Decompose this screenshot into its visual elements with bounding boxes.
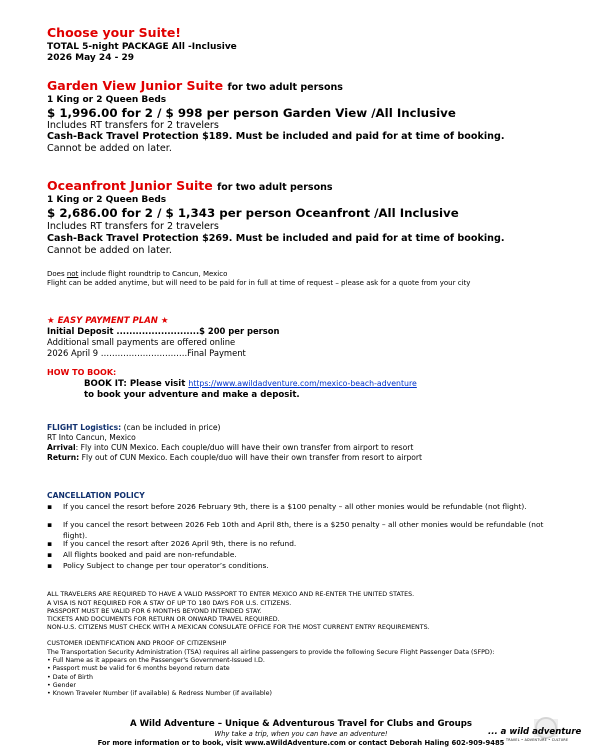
suite-occupancy: for two adult persons (227, 82, 343, 93)
flight-exclusion-note (47, 270, 227, 278)
additional-payments: Additional small payments are offered online (47, 337, 236, 347)
policy-text: If you cancel the resort between 2026 Feb 10th and April 8th, there is a $250 penalty – all other monies would be refundable (not flight). (63, 520, 544, 540)
how-to-book-heading: HOW TO BOOK: (47, 368, 117, 377)
identification-intro: The Transportation Security Administration (TSA) requires all airline passengers to provide the following Secure Flight Passenger Data (SFPD): (47, 649, 495, 656)
requirement-line: PASSPORT MUST BE VALID FOR 6 MONTHS BEYOND INTENDED STAY. (47, 608, 262, 615)
note-text: Does (47, 270, 67, 278)
suite-occupancy: for two adult persons (217, 182, 333, 193)
identification-item: • Gender (47, 682, 76, 689)
identification-item: • Passport must be valid for 6 months beyond return date (47, 665, 230, 672)
policy-item (47, 561, 567, 572)
suite-name: Oceanfront Junior Suite (47, 178, 213, 193)
footer-tagline: A Wild Adventure – Unique & Adventurous Travel for Clubs and Groups (129, 719, 473, 729)
identification-item: • Known Traveler Number (if available) & Redress Number (if available) (47, 690, 272, 697)
suite-title-oceanfront (47, 178, 333, 193)
logo-text: ... a wild adventure (488, 727, 582, 737)
suite-beds: 1 King or 2 Queen Beds (47, 95, 167, 105)
suite-title-garden-view (47, 78, 343, 93)
flight-return (47, 453, 422, 462)
suite-cashback: Cash-Back Travel Protection $189. Must be included and paid for at time of booking. (47, 131, 505, 142)
requirement-line: ALL TRAVELERS ARE REQUIRED TO HAVE A VALID PASSPORT TO ENTER MEXICO AND RE-ENTER THE UNITED STATES. (47, 591, 415, 598)
suite-price: $ 1,996.00 for 2 / $ 998 per person Garden View /All Inclusive (47, 106, 456, 120)
bullet-icon: ▪ (47, 502, 53, 511)
identification-item: • Date of Birth (47, 674, 93, 681)
book-it-label: BOOK IT: Please visit (84, 379, 189, 389)
bullet-icon: ▪ (47, 539, 53, 548)
book-it-line (84, 379, 417, 389)
package-summary: TOTAL 5-night PACKAGE All -Inclusive (47, 42, 237, 52)
requirement-line: A VISA IS NOT REQUIRED FOR A STAY OF UP TO 180 DAYS FOR U.S. CITIZENS. (47, 600, 292, 607)
flight-rt: RT Into Cancun, Mexico (47, 433, 136, 442)
suite-beds: 1 King or 2 Queen Beds (47, 195, 167, 205)
suite-note: Cannot be added on later. (47, 143, 172, 154)
suite-cashback: Cash-Back Travel Protection $269. Must be included and paid for at time of booking. (47, 233, 505, 244)
suite-transfers: Includes RT transfers for 2 travelers (47, 120, 219, 131)
flight-logistics-heading (47, 423, 220, 432)
footer-contact: For more information or to book, visit www.aWildAdventure.com or contact Deborah Haling 602-909-9485 (97, 739, 505, 747)
return-label: Return: (47, 453, 80, 462)
bullet-icon: ▪ (47, 520, 53, 529)
initial-deposit: Initial Deposit ..........................$ 200 per person (47, 326, 280, 336)
bullet-icon: ▪ (47, 550, 53, 559)
policy-text: If you cancel the resort before 2026 February 9th, there is a $100 penalty – all other monies would be refundable (not flight). (63, 502, 527, 511)
requirement-line: TICKETS AND DOCUMENTS FOR RETURN OR ONWARD TRAVEL REQUIRED. (47, 616, 280, 623)
policy-text: Policy Subject to change per tour operator’s conditions. (63, 561, 269, 570)
arrival-label: Arrival (47, 443, 76, 452)
flight-arrival (47, 443, 413, 452)
arrival-text: : Fly into CUN Mexico. Each couple/duo will have their own transfer from airport to resort (75, 443, 414, 452)
note-text: include flight roundtrip to Cancun, Mexico (78, 270, 228, 278)
suite-name: Garden View Junior Suite (47, 78, 224, 93)
note-emphasis: not (66, 270, 79, 278)
book-it-suffix: to book your adventure and make a deposit. (84, 390, 300, 400)
policy-text: If you cancel the resort after 2026 April 9th, there is no refund. (63, 539, 297, 548)
package-dates: 2026 May 24 - 29 (47, 53, 134, 63)
flight-logistics-label: FLIGHT Logistics: (47, 423, 122, 432)
policy-item (47, 520, 567, 541)
cancellation-heading: CANCELLATION POLICY (47, 491, 145, 500)
suite-price: $ 2,686.00 for 2 / $ 1,343 per person Oceanfront /All Inclusive (47, 206, 459, 220)
policy-item (47, 539, 567, 550)
company-logo (484, 716, 582, 746)
return-text: Fly out of CUN Mexico. Each couple/duo will have their own transfer from resort to airport (79, 453, 423, 462)
suite-transfers: Includes RT transfers for 2 travelers (47, 221, 219, 232)
suite-note: Cannot be added on later. (47, 245, 172, 256)
logo-tagline: TRAVEL • ADVENTURE • CULTURE (506, 738, 569, 742)
final-payment: 2026 April 9 ………………………….Final Payment (47, 348, 246, 358)
payment-plan-heading: ★ EASY PAYMENT PLAN ★ (47, 316, 169, 326)
flight-add-note: Flight can be added anytime, but will need to be paid for in full at time of request – please ask for a quote from your city (47, 279, 471, 287)
flight-logistics-note: (can be included in price) (121, 423, 221, 432)
policy-item (47, 550, 567, 561)
footer-slogan: Why take a trip, when you can have an adventure! (214, 730, 388, 738)
booking-link[interactable]: https://www.awildadventure.com/mexico-beach-adventure (188, 379, 417, 388)
requirement-line: NON-U.S. CITIZENS MUST CHECK WITH A MEXICAN CONSULATE OFFICE FOR THE MOST CURRENT ENTRY REQUIREMENTS. (47, 624, 430, 631)
identification-heading: CUSTOMER IDENTIFICATION AND PROOF OF CITIZENSHIP (47, 640, 227, 647)
policy-text: All flights booked and paid are non-refundable. (63, 550, 237, 559)
page-title: Choose your Suite! (47, 25, 182, 40)
bullet-icon: ▪ (47, 561, 53, 570)
identification-item: • Full Name as it appears on the Passenger's Government-Issued I.D. (47, 657, 265, 664)
